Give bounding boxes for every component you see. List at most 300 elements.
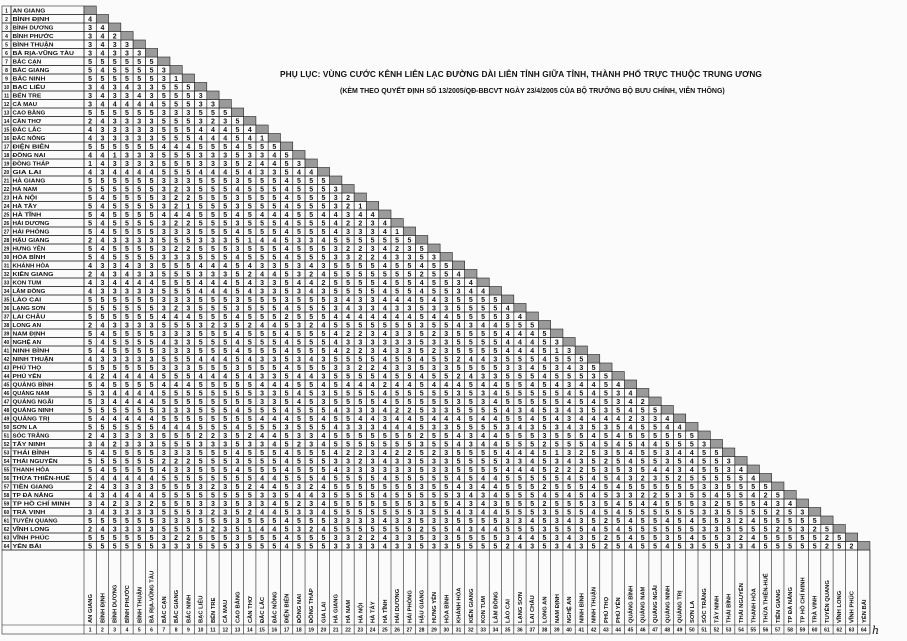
matrix-cell: 5 [284,492,289,500]
matrix-cell: 5 [456,347,461,355]
matrix-cell: 5 [186,288,191,296]
matrix-cell: 5 [198,305,203,313]
matrix-cell: 5 [88,109,93,117]
matrix-cell: 4 [321,509,326,517]
matrix-cell: 5 [88,449,93,457]
matrix-cell: 4 [382,475,387,483]
matrix-cell: 3 [309,441,314,449]
matrix-cell: 3 [125,118,129,126]
matrix-cell: 5 [554,500,559,508]
matrix-cell: 2 [247,509,252,517]
column-number: 56 [762,627,769,634]
matrix-cell: 5 [161,322,166,330]
matrix-cell: 4 [444,415,449,423]
matrix-cell: 3 [542,509,547,517]
matrix-cell: 3 [125,237,129,245]
matrix-cell: 5 [419,364,424,372]
matrix-cell: 5 [358,373,363,381]
matrix-cell: 5 [137,67,142,75]
matrix-cell: 4 [739,466,743,474]
matrix-cell: 5 [296,364,301,372]
matrix-cell: 3 [407,543,412,551]
matrix-cell: 5 [272,424,277,432]
matrix-cell: 2 [358,458,363,466]
matrix-cell: 2 [346,245,350,253]
matrix-cell: 4 [88,279,93,287]
column-number: 51 [701,627,707,634]
matrix-cell: 3 [235,194,240,202]
matrix-cell: 3 [125,526,129,534]
row-province-name: HÒA BÌNH [12,255,40,261]
matrix-cell: 4 [260,415,265,423]
matrix-cell: 4 [493,483,498,491]
matrix-cell: 5 [100,186,105,194]
matrix-cell: 5 [333,381,338,389]
matrix-cell: 4 [137,101,142,109]
matrix-cell: 5 [628,441,633,449]
matrix-cell: 5 [235,415,240,423]
row-number: 1 [5,8,8,15]
matrix-cell: 4 [481,381,486,389]
matrix-cell: 5 [346,500,350,508]
matrix-cell: 4 [493,492,498,500]
matrix-cell: 5 [223,415,228,423]
diagonal-cell [145,49,157,58]
matrix-cell: 5 [493,534,498,542]
matrix-cell: 5 [395,500,400,508]
matrix-cell: 5 [88,347,93,355]
row-number: 15 [3,127,10,134]
matrix-cell: 3 [346,211,350,219]
matrix-cell: 4 [653,441,657,449]
matrix-cell: 5 [653,407,657,415]
column-number: 60 [811,627,818,634]
matrix-cell: 5 [517,441,522,449]
column-province-name: PHÚ YÊN [616,597,623,623]
matrix-cell: 5 [272,543,277,551]
column-number: 6 [150,627,153,634]
matrix-cell: 5 [210,415,215,423]
matrix-cell: 5 [407,483,412,491]
matrix-cell: 5 [174,135,179,143]
matrix-cell: 5 [493,466,498,474]
matrix-cell: 2 [174,245,179,253]
matrix-cell: 5 [665,483,670,491]
matrix-cell: 3 [407,466,412,474]
matrix-cell: 3 [272,279,277,287]
matrix-cell: 3 [296,271,301,279]
matrix-cell: 5 [100,517,105,525]
matrix-cell: 4 [125,101,129,109]
matrix-cell: 5 [210,398,215,406]
matrix-cell: 4 [579,381,584,389]
matrix-cell: 3 [112,483,117,491]
matrix-cell: 5 [603,483,608,491]
matrix-cell: 3 [272,356,277,364]
matrix-cell: 5 [346,262,350,270]
matrix-cell: 4 [296,398,301,406]
matrix-cell: 4 [542,373,547,381]
matrix-cell: 5 [125,534,129,542]
matrix-cell: 5 [186,169,191,177]
row-province-name: HÀ GIANG [12,178,41,185]
matrix-cell: 5 [210,458,215,466]
matrix-cell: 4 [284,177,289,185]
row-number: 61 [3,518,10,525]
matrix-cell: 5 [468,347,473,355]
row-province-name: HÀ NAM [12,187,35,193]
matrix-cell: 3 [125,288,129,296]
matrix-cell: 5 [333,262,338,270]
matrix-cell: 5 [149,407,154,415]
matrix-cell: 5 [444,373,449,381]
matrix-cell: 5 [517,509,522,517]
matrix-cell: 5 [125,109,129,117]
matrix-cell: 5 [689,500,694,508]
matrix-cell: 3 [88,33,93,41]
matrix-cell: 5 [100,305,105,313]
matrix-cell: 3 [260,288,265,296]
matrix-cell: 4 [333,449,338,457]
matrix-cell: 5 [235,152,240,160]
row-province-name: KHÁNH HÒA [12,263,47,270]
matrix-cell: 3 [628,475,633,483]
matrix-cell: 3 [419,509,424,517]
column-number: 32 [468,627,474,634]
matrix-cell: 5 [321,203,326,211]
matrix-cell: 5 [235,160,240,168]
matrix-cell: 4 [493,398,498,406]
matrix-cell: 5 [468,390,473,398]
matrix-cell: 3 [149,92,154,100]
matrix-cell: 5 [407,492,412,500]
column-province-name: BẮC CẠN [161,596,168,623]
matrix-cell: 5 [517,356,522,364]
column-number: 27 [406,627,413,634]
matrix-cell: 3 [198,322,203,330]
matrix-cell: 5 [382,432,387,440]
matrix-cell: 5 [358,483,363,491]
matrix-cell: 4 [321,322,326,330]
matrix-cell: 3 [112,509,117,517]
matrix-cell: 2 [419,526,424,534]
matrix-cell: 5 [235,492,240,500]
matrix-cell: 3 [161,228,166,236]
matrix-cell: 4 [235,466,240,474]
matrix-cell: 1 [247,237,252,245]
matrix-cell: 4 [382,424,387,432]
matrix-cell: 5 [763,509,768,517]
matrix-cell: 4 [272,322,277,330]
matrix-cell: 4 [100,254,105,262]
matrix-cell: 4 [100,330,105,338]
matrix-cell: 3 [296,262,301,270]
matrix-cell: 5 [382,322,387,330]
matrix-cell: 5 [161,483,166,491]
matrix-cell: 3 [358,305,363,313]
matrix-cell: 5 [432,356,436,364]
matrix-cell: 5 [591,534,596,542]
diagonal-cell [563,338,575,347]
matrix-cell: 5 [174,152,179,160]
diagonal-cell [747,465,759,474]
matrix-cell: 5 [235,271,240,279]
matrix-cell: 5 [247,305,252,313]
column-number: 9 [186,627,190,634]
matrix-cell: 5 [591,407,596,415]
matrix-cell: 5 [88,313,93,321]
matrix-cell: 3 [100,356,105,364]
matrix-cell: 3 [346,254,350,262]
matrix-cell: 4 [382,220,387,228]
matrix-cell: 4 [284,245,289,253]
row-number: 37 [3,314,10,321]
row-province-name: NGHỆ AN [12,340,39,346]
column-province-name: HÀ TĨNH [382,599,389,623]
row-province-name: TP ĐÀ NẴNG [12,493,48,499]
matrix-cell: 5 [542,398,547,406]
matrix-cell: 3 [260,390,265,398]
matrix-cell: 5 [223,390,228,398]
diagonal-cell [391,219,403,228]
matrix-cell: 5 [186,509,191,517]
matrix-cell: 5 [370,398,375,406]
matrix-cell: 1 [174,75,179,83]
matrix-cell: 4 [284,186,289,194]
matrix-cell: 4 [419,288,424,296]
matrix-cell: 4 [591,381,596,389]
matrix-cell: 5 [493,458,498,466]
matrix-cell: 5 [284,483,289,491]
matrix-cell: 5 [407,509,412,517]
matrix-cell: 5 [260,177,265,185]
matrix-cell: 5 [186,118,191,126]
matrix-cell: 3 [603,424,608,432]
matrix-cell: 5 [346,237,350,245]
column-province-name: QUẢNG BÌNH [628,585,635,623]
matrix-cell: 5 [88,194,93,202]
matrix-cell: 2 [210,509,215,517]
matrix-cell: 5 [174,92,179,100]
matrix-cell: 5 [346,475,350,483]
matrix-cell: 3 [444,517,449,525]
column-province-name: AN GIANG [88,594,95,623]
matrix-cell: 3 [579,458,584,466]
matrix-cell: 4 [235,228,240,236]
matrix-cell: 5 [260,296,265,304]
matrix-cell: 4 [260,526,265,534]
matrix-cell: 5 [554,356,559,364]
matrix-cell: 5 [88,143,93,151]
matrix-cell: 2 [88,483,93,491]
row-province-name: LÂM ĐỒNG [12,289,43,295]
matrix-cell: 3 [272,262,277,270]
column-number: 55 [750,627,757,634]
matrix-cell: 3 [616,390,621,398]
column-number: 37 [529,627,536,634]
matrix-cell: 5 [530,526,535,534]
matrix-cell: 5 [198,492,203,500]
matrix-cell: 3 [125,41,129,49]
matrix-cell: 5 [714,517,719,525]
matrix-cell: 2 [346,220,350,228]
matrix-cell: 3 [640,415,645,423]
matrix-cell: 3 [161,296,166,304]
matrix-cell: 5 [112,109,117,117]
matrix-cell: 3 [517,517,522,525]
matrix-cell: 5 [186,390,191,398]
matrix-cell: 5 [223,143,228,151]
matrix-cell: 5 [309,543,314,551]
column-number: 20 [320,627,327,634]
matrix-cell: 4 [591,526,596,534]
column-province-name: HẢI DƯƠNG [395,588,402,623]
matrix-cell: 5 [554,398,559,406]
matrix-cell: 5 [309,534,314,542]
matrix-cell: 3 [370,347,375,355]
matrix-cell: 4 [653,500,657,508]
matrix-cell: 1 [554,347,559,355]
matrix-cell: 4 [272,160,277,168]
matrix-cell: 5 [382,441,387,449]
matrix-cell: 4 [751,543,756,551]
matrix-cell: 5 [125,381,129,389]
matrix-cell: 3 [137,118,142,126]
matrix-cell: 5 [321,254,326,262]
matrix-cell: 3 [432,305,436,313]
row-number: 6 [5,51,8,57]
matrix-cell: 3 [517,364,522,372]
matrix-cell: 4 [358,415,363,423]
matrix-cell: 3 [88,92,93,100]
matrix-cell: 4 [628,449,633,457]
matrix-cell: 3 [112,271,117,279]
row-province-name: BẮC NINH [12,76,40,83]
matrix-cell: 4 [272,152,277,160]
matrix-cell: 5 [419,475,424,483]
matrix-cell: 3 [395,543,400,551]
row-province-name: QUẢNG BÌNH [12,382,49,389]
matrix-cell: 3 [370,220,375,228]
row-number: 22 [3,187,10,193]
column-number: 34 [492,627,499,634]
matrix-cell: 4 [161,381,166,389]
matrix-cell: 5 [137,313,142,321]
column-province-name: LÀO CAI [505,599,512,623]
matrix-cell: 5 [530,509,535,517]
matrix-cell: 5 [272,449,277,457]
matrix-cell: 4 [235,407,240,415]
matrix-cell: 5 [112,177,117,185]
matrix-cell: 5 [677,534,682,542]
matrix-cell: 3 [296,509,301,517]
column-number: 33 [480,627,486,634]
matrix-cell: 5 [223,313,228,321]
matrix-cell: 3 [395,458,400,466]
matrix-cell: 4 [260,322,265,330]
column-province-name: BẠC LIÊU [198,595,205,623]
matrix-cell: 4 [616,415,621,423]
row-number: 58 [3,493,10,499]
matrix-cell: 5 [554,373,559,381]
matrix-cell: 3 [432,364,436,372]
matrix-cell: 4 [432,381,436,389]
matrix-cell: 3 [358,407,363,415]
matrix-cell: 3 [579,364,584,372]
matrix-cell: 5 [407,441,412,449]
matrix-cell: 5 [517,526,522,534]
column-province-name: ĐỒNG THÁP [309,588,316,623]
matrix-cell: 3 [186,109,191,117]
matrix-cell: 4 [161,143,166,151]
matrix-cell: 3 [125,135,129,143]
matrix-cell: 4 [689,466,694,474]
row-province-name: LẠNG SƠN [12,306,46,312]
matrix-cell: 4 [100,245,105,253]
matrix-cell: 5 [395,526,400,534]
matrix-cell: 5 [186,500,191,508]
matrix-cell: 5 [137,58,142,66]
matrix-cell: 4 [382,313,387,321]
matrix-cell: 4 [432,296,436,304]
matrix-cell: 5 [554,390,559,398]
matrix-cell: 3 [174,228,179,236]
matrix-cell: 5 [100,109,105,117]
row-number: 44 [3,374,10,380]
matrix-cell: 5 [603,398,608,406]
matrix-cell: 5 [247,449,252,457]
diagonal-cell [833,525,845,534]
row-number: 52 [3,442,10,448]
matrix-cell: 4 [481,288,486,296]
matrix-cell: 5 [125,424,129,432]
matrix-cell: 5 [321,407,326,415]
matrix-cell: 5 [149,143,154,151]
matrix-cell: 4 [260,483,265,491]
matrix-cell: 3 [149,237,154,245]
matrix-cell: 3 [554,339,559,347]
matrix-cell: 3 [689,543,694,551]
matrix-cell: 4 [137,92,142,100]
column-province-name: HẬU GIANG [419,589,426,623]
matrix-cell: 2 [824,543,829,551]
matrix-cell: 4 [382,390,387,398]
matrix-cell: 1 [186,203,191,211]
matrix-cell: 5 [284,441,289,449]
matrix-cell: 3 [370,339,375,347]
row-number: 48 [3,408,10,414]
matrix-cell: 5 [210,449,215,457]
matrix-cell: 5 [456,407,461,415]
matrix-cell: 5 [579,509,584,517]
matrix-cell: 4 [407,424,412,432]
matrix-cell: 5 [112,381,117,389]
diagonal-cell [317,168,329,177]
column-province-name: NAM ĐỊNH [554,594,561,623]
matrix-cell: 5 [174,160,179,168]
matrix-cell: 5 [260,245,265,253]
matrix-cell: 4 [591,415,596,423]
row-number: 50 [3,425,10,431]
matrix-cell: 3 [530,424,535,432]
matrix-cell: 4 [88,492,93,500]
matrix-cell: 5 [481,407,486,415]
matrix-cell: 2 [321,279,326,287]
matrix-cell: 5 [395,475,400,483]
matrix-cell: 5 [321,543,326,551]
matrix-cell: 4 [100,500,105,508]
matrix-cell: 5 [260,466,265,474]
